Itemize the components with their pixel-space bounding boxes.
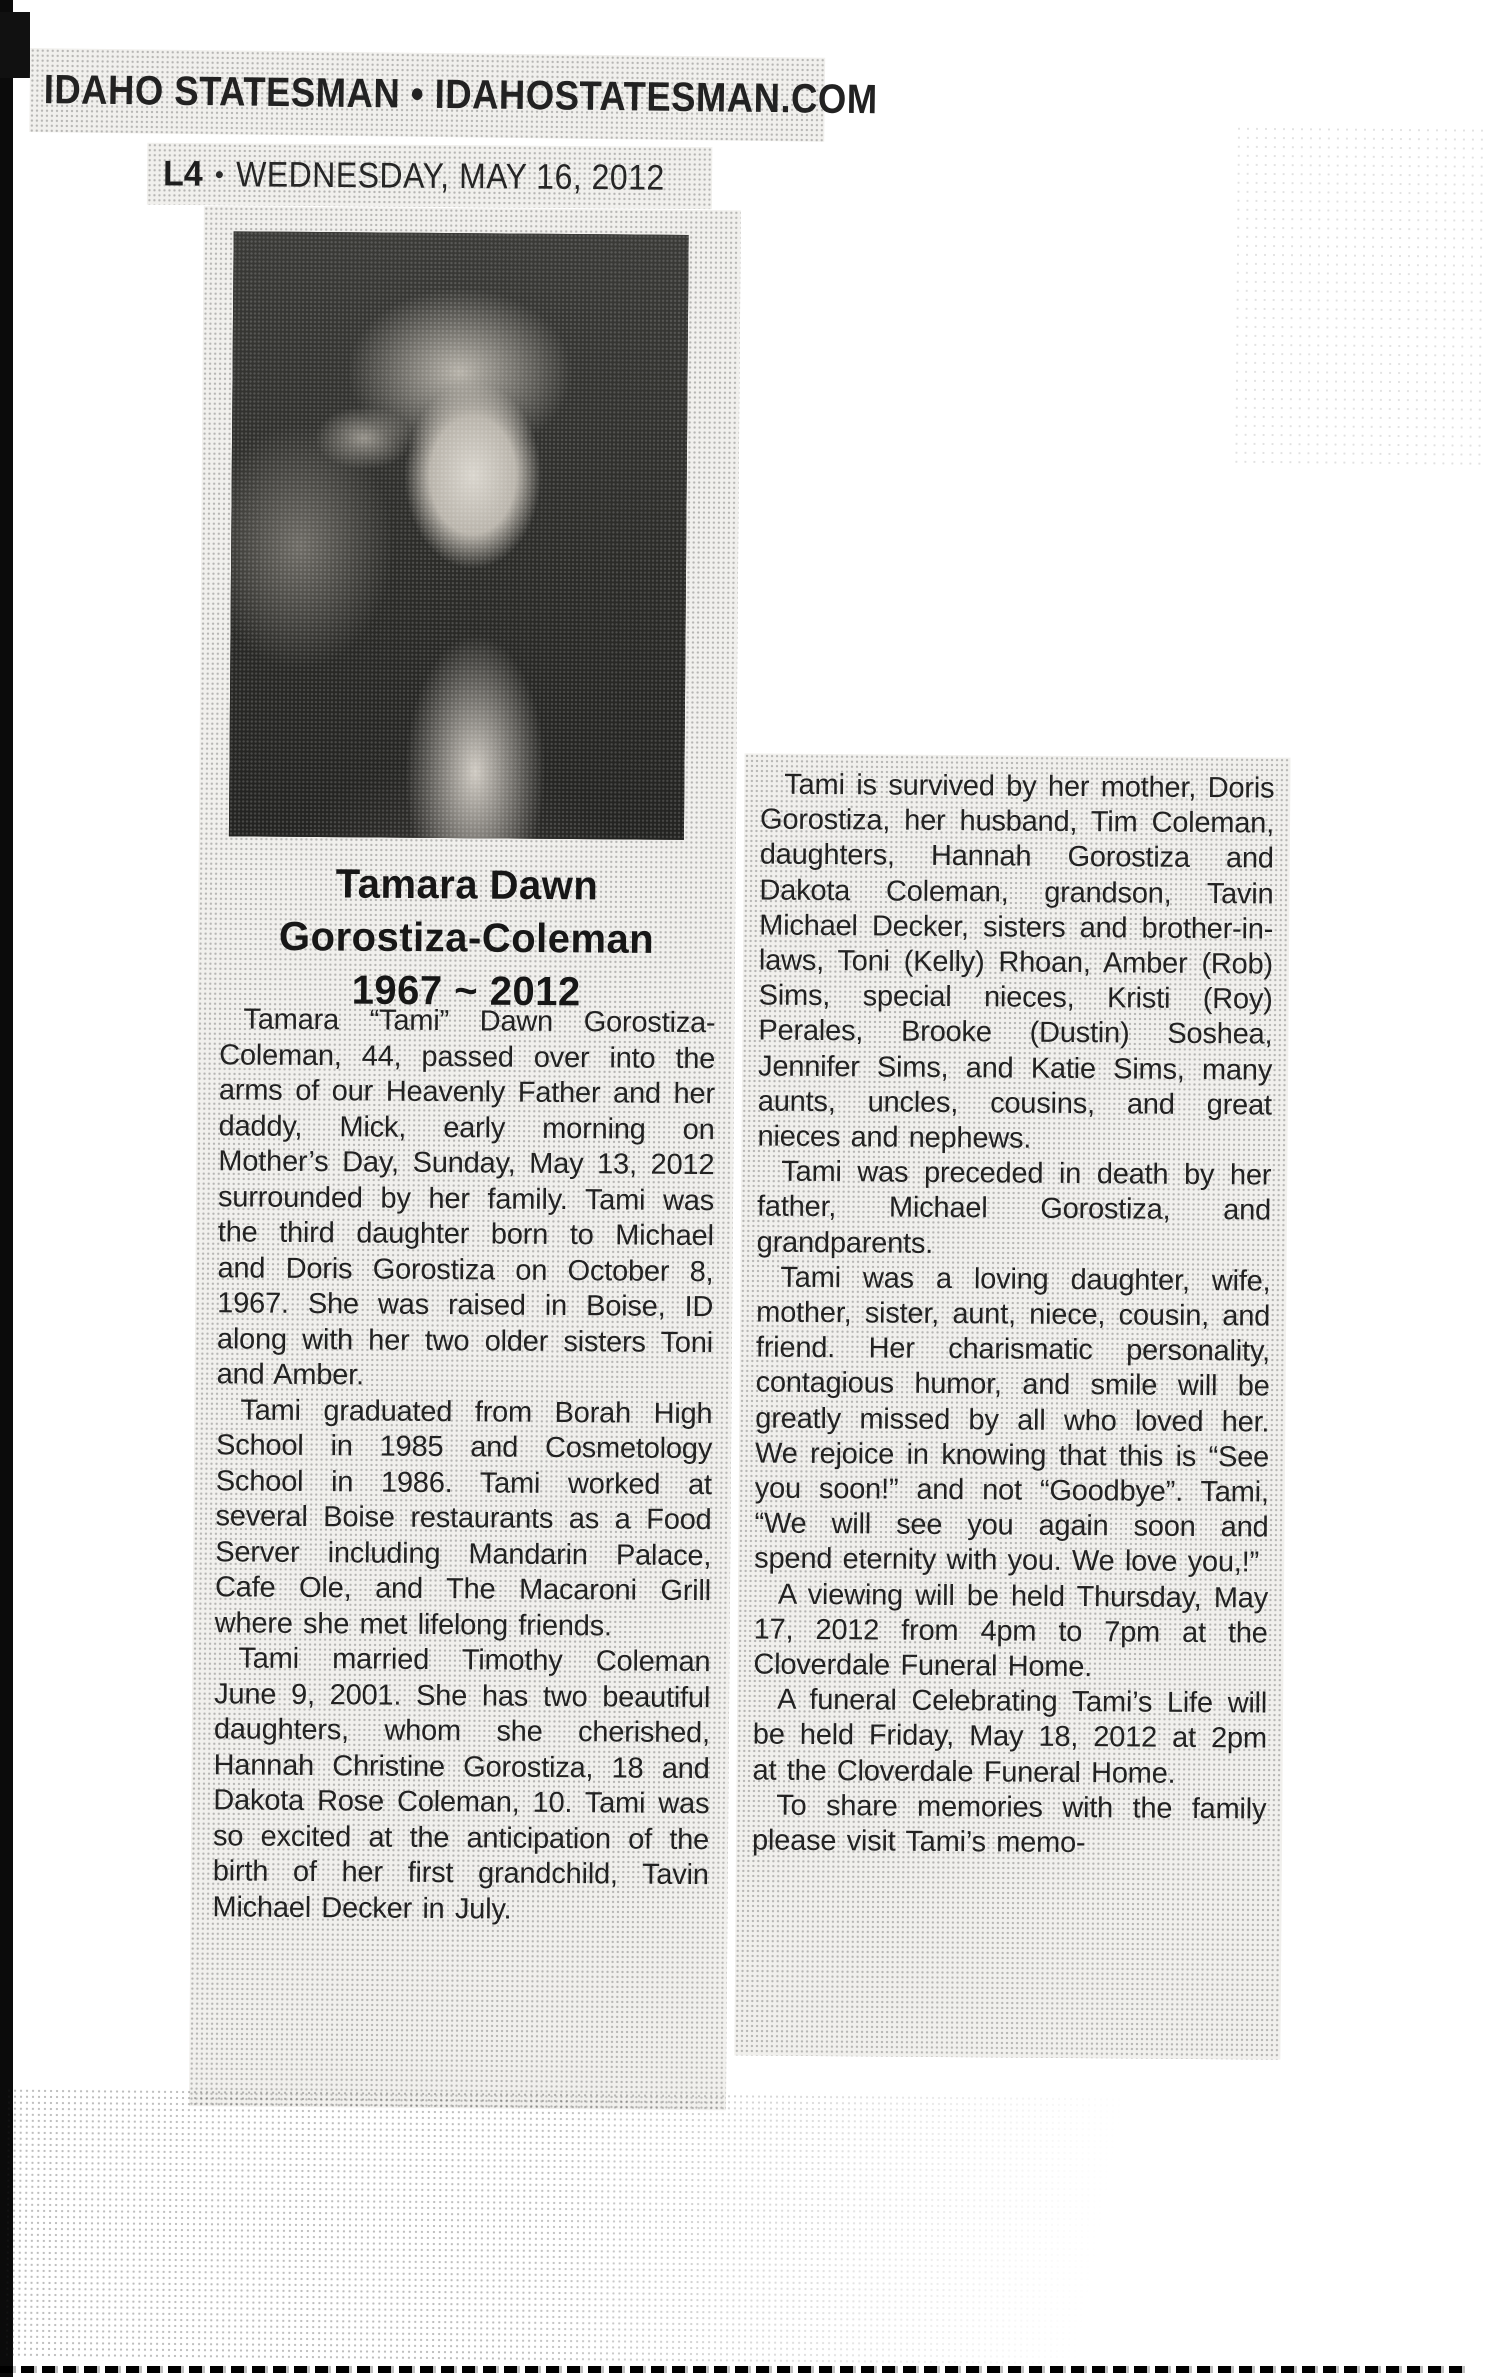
issue-date: WEDNESDAY, MAY 16, 2012 (235, 153, 665, 198)
scan-bottom-edge (0, 2366, 1468, 2373)
obituary-paragraph: Tamara “Tami” Dawn Gorostiza-Coleman, 44, passed over into the arms of our Heavenly Father and her daddy, Mick, early morning on Mother’s Day, Sunday, May 13, 2012 surrounded by her family. Tami was the third daughter born to Michael and Doris Gorostiza on October 8, 1967. She was raised in Boise, ID along with her two older sisters Toni and Amber. (216, 1003, 716, 1392)
obituary-paragraph: Tami graduated from Borah High School in 1985 and Cosmetology School in 1986. Tami worked at several Boise restaurants as a Food Server including Mandarin Palace, Cafe Ole, and The Macaroni Grill where she met lifelong friends. (214, 1393, 713, 1642)
page-number: L4 (162, 153, 203, 194)
obituary-left-column (189, 206, 741, 2110)
obituary-years: 1967 ~ 2012 (351, 967, 581, 1015)
portrait-photo (229, 231, 689, 840)
bullet-separator: • (214, 158, 225, 189)
obituary-right-column (734, 753, 1290, 2059)
scan-noise-patch (1232, 124, 1485, 466)
obituary-paragraph: Tami was preceded in death by her father, Michael Gorostiza, and grandparents. (756, 1155, 1272, 1260)
obituary-paragraph: To share memories with the family please visit Tami’s memo- (751, 1789, 1267, 1860)
obituary-name-line2: Gorostiza-Coleman (278, 914, 655, 963)
obituary-paragraph: A viewing will be held Thursday, May 17, 2012 from 4pm to 7pm at the Cloverdale Funeral Home. (753, 1578, 1269, 1684)
obituary-name-line1: Tamara Dawn (335, 861, 599, 909)
masthead-title: IDAHO STATESMAN • IDAHOSTATESMAN.COM (43, 66, 878, 123)
scan-noise-bottom (4, 2088, 1151, 2369)
obituary-paragraph: Tami is survived by her mother, Doris Gorostiza, her husband, Tim Coleman, daughters, Hannah Gorostiza and Dakota Coleman, grandson, Tavin Michael Decker, sisters and brother-in-laws, Toni (Kelly) Rhoan, Amber (Rob) Sims, special nieces, Kristi (Roy) Perales, Brooke (Dustin) Soshea, Jennifer Sims, and Katie Sims, many aunts, uncles, cousins, and great nieces and nephews. (757, 768, 1275, 1155)
left-column-text (212, 1002, 715, 1929)
obituary-title (197, 857, 735, 1020)
obituary-paragraph: Tami was a loving daughter, wife, mother, sister, aunt, niece, cousin, and friend. Her charismatic personality, contagious humor, and smile will be greatly missed by all who loved her. We rejoice in knowing that this is “See you soon!” and not “Goodbye”. Tami, “We will see you again soon and spend eternity with you. We love you,!” (754, 1261, 1271, 1579)
masthead (29, 48, 878, 142)
dateline (147, 143, 712, 209)
obituary-paragraph: Tami married Timothy Coleman June 9, 2001. She has two beautiful daughters, whom she cherished, Hannah Christine Gorostiza, 18 and Dakota Rose Coleman, 10. Tami was so excited at the anticipation of the birth of her first grandchild, Tavin Michael Decker in July. (212, 1642, 711, 1926)
obituary-paragraph: A funeral Celebrating Tami’s Life will be held Friday, May 18, 2012 at 2pm at the Cloverdale Funeral Home. (752, 1683, 1268, 1790)
right-column-text (752, 768, 1275, 1863)
